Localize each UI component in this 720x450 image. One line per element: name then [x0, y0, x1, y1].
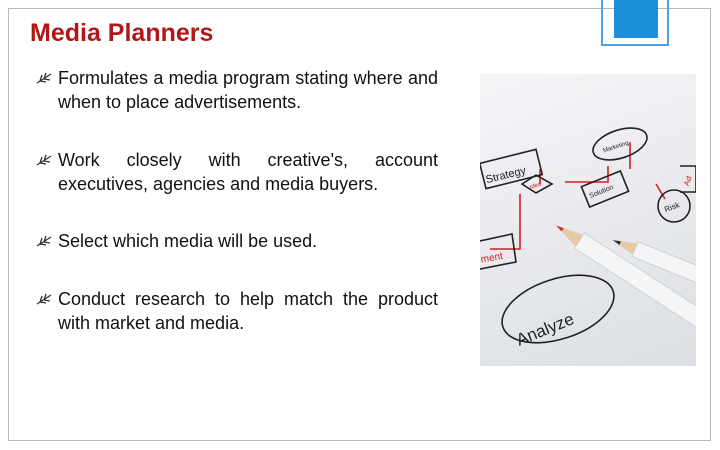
corner-block [614, 0, 658, 38]
bullet-text: Work closely with creative's, account executives, agencies and media buyers. [58, 150, 438, 194]
diagram-label-risk: Risk [663, 200, 681, 215]
bullet-text: Conduct research to help match the product with market and media. [58, 289, 438, 333]
slide-title: Media Planners [30, 19, 214, 47]
bullet-item [36, 229, 438, 253]
fishbone-icon [36, 148, 58, 171]
fishbone-icon [36, 287, 58, 310]
fishbone-icon [36, 229, 58, 252]
bullet-item [36, 148, 438, 196]
bullet-text: Select which media will be used. [58, 231, 318, 251]
bullet-item [36, 287, 438, 335]
diagram-drawing [480, 74, 696, 366]
strategy-diagram-photo [480, 74, 696, 366]
corner-decoration [601, 0, 667, 46]
diagram-label-ment: ment [480, 250, 504, 266]
diagram-label-marketing: Marketing [602, 140, 630, 155]
bullet-item [36, 66, 438, 114]
diagram-label-analyze: Analyze [513, 309, 577, 350]
diagram-label-idea: Idea [529, 181, 543, 192]
diagram-label-strategy: Strategy [484, 164, 528, 187]
diagram-label-ad: Ad [681, 174, 694, 188]
fishbone-icon [36, 66, 58, 89]
bullet-text: Formulates a media program stating where and when to place advertisements. [58, 68, 438, 112]
diagram-label-solution: Solution [588, 184, 615, 201]
